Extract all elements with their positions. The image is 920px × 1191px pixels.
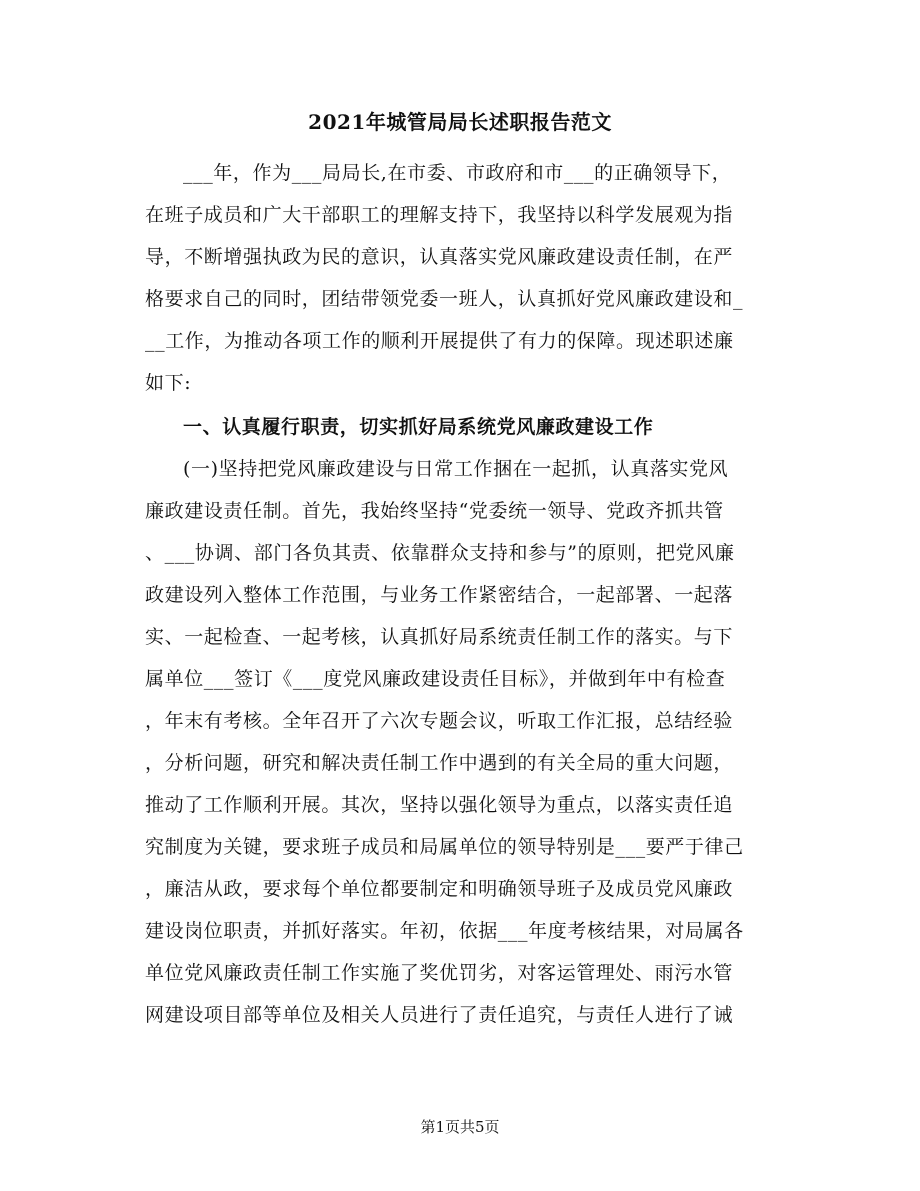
- paragraph-line: 格要求自己的同时，团结带领党委一班人，认真抓好党风廉政建设和_: [145, 288, 744, 310]
- document-title: 2021年城管局局长述职报告范文: [308, 110, 612, 134]
- paragraph-line: 网建设项目部等单位及相关人员进行了责任追究，与责任人进行了诫: [145, 1004, 734, 1026]
- paragraph-line: 究制度为关键，要求班子成员和局属单位的领导特别是___要严于律己: [145, 836, 744, 858]
- paragraph-line: 单位党风廉政责任制工作实施了奖优罚劣，对客运管理处、雨污水管: [145, 962, 734, 984]
- paragraph-line: ，年末有考核。全年召开了六次专题会议，听取工作汇报，总结经验: [145, 710, 734, 732]
- paragraph-line: 导，不断增强执政为民的意识，认真落实党风廉政建设责任制，在严: [145, 246, 734, 268]
- paragraph-line: 推动了工作顺利开展。其次，坚持以强化领导为重点，以落实责任追: [145, 794, 734, 816]
- paragraph-line: ，分析问题，研究和解决责任制工作中遇到的有关全局的重大问题，: [145, 752, 734, 774]
- paragraph-line: 政建设列入整体工作范围，与业务工作紧密结合，一起部署、一起落: [145, 584, 734, 606]
- paragraph-line: __工作，为推动各项工作的顺利开展提供了有力的保障。现述职述廉: [145, 330, 734, 352]
- paragraph-line: ，廉洁从政，要求每个单位都要制定和明确领导班子及成员党风廉政: [145, 878, 734, 900]
- paragraph-line: (一)坚持把党风廉政建设与日常工作捆在一起抓，认真落实党风: [183, 458, 729, 480]
- paragraph-line: 廉政建设责任制。首先，我始终坚持“党委统一领导、党政齐抓共管: [145, 500, 724, 522]
- paragraph-line: 实、一起检查、一起考核，认真抓好局系统责任制工作的落实。与下: [145, 626, 734, 648]
- paragraph-line: 、___协调、部门各负其责、依靠群众支持和参与”的原则，把党风廉: [145, 542, 735, 564]
- paragraph-line: 在班子成员和广大干部职工的理解支持下，我坚持以科学发展观为指: [145, 204, 734, 226]
- paragraph-line: 建设岗位职责，并抓好落实。年初，依据___年度考核结果，对局属各: [145, 920, 744, 942]
- paragraph-line: 如下:: [145, 372, 192, 394]
- page-number-footer: 第1页共5页: [420, 1118, 500, 1136]
- paragraph-line: 属单位___签订《___度党风廉政建设责任目标》，并做到年中有检查: [145, 668, 726, 690]
- section-heading: 一、认真履行职责，切实抓好局系统党风廉政建设工作: [183, 416, 654, 438]
- paragraph-line: ___年，作为___局局长,在市委、市政府和市___的正确领导下，: [183, 162, 732, 184]
